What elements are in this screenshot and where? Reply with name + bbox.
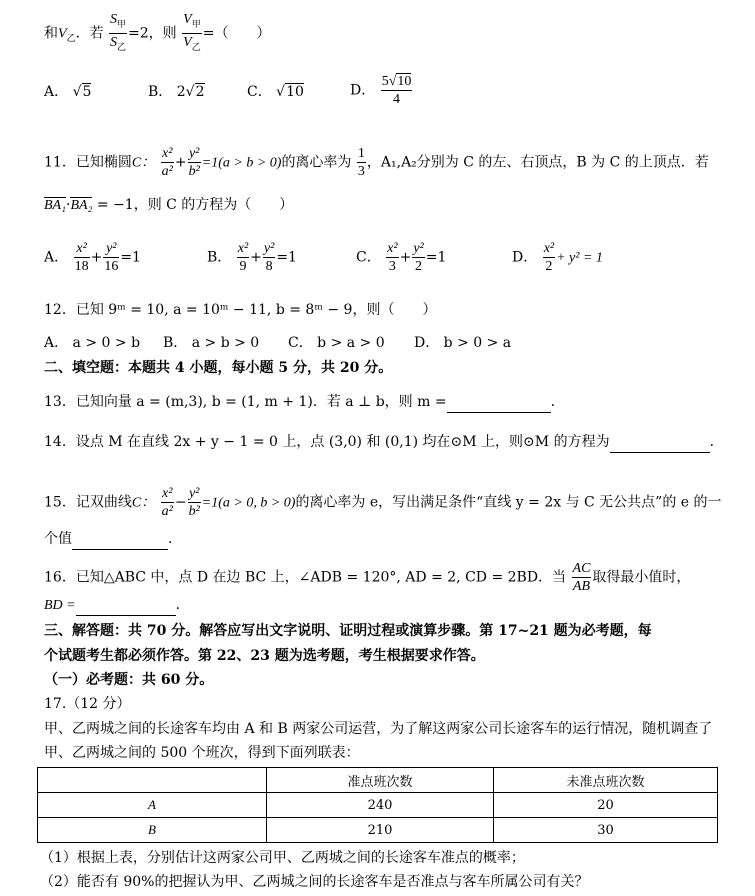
q13-answer-blank[interactable] [447,392,551,413]
section-3-heading-line1: 三、解答题：共 70 分。解答应写出文字说明、证明过程或演算步骤。第 17~21 题为必考题，每 [44,623,652,639]
volume-ratio-fraction: $\frac{V_甲}{V_乙}$ [183,12,201,52]
q14-answer-blank[interactable] [610,432,710,453]
table-header-row [38,768,718,793]
contingency-table [37,767,718,843]
q16-stem: 16．已知△ABC 中，点 D 在边 BC 上，∠ADB = 120°, AD = 2, CD = 2BD．当 $\frac{AC}{AB}$ 取得最小值时， [44,561,691,594]
q17-sub-question-2: （2）能否有 90%的把握认为甲、乙两城之间的长途客车是否准点与客车所属公司有关？ [40,874,589,890]
q17-label: 17.（12 分） [44,696,131,712]
table-header-cell: 准点班次数 [267,768,494,793]
q11-stem: 11．已知椭圆C： $\frac{\text{x²}}{\text{a²}}$ + $\frac{\text{y²}}{\text{b²}}$ =1(a > b > 0)的离心率为 $\frac{1}{3}$ ，A₁,A₂分别为 C 的左、右顶点，B 为 C 的上顶点．若 [44,146,709,179]
q17-sub-question-1: （1）根据上表，分别估计这两家公司甲、乙两城之间的长途客车准点的概率； [40,850,525,866]
q11-option-d: D． $\frac{\text{x²}}{2}$ + y² = 1 [512,241,603,274]
q12-option-b: B． a > b > 0 [163,335,260,351]
q11-option-c: C． $\frac{\text{x²}}{3}$ + $\frac{\text{y²}}{2}$ =1 [356,241,447,274]
table-cell: B [38,818,267,843]
q10-option-b: B． 2√2 [148,84,205,100]
table-header-cell: 未准点班次数 [494,768,718,793]
q16-answer-blank[interactable] [76,595,176,616]
q13-stem: 13．已知向量 a = (m,3), b = (1, m + 1)．若 a ⊥ b，则 m = ． [44,392,565,413]
q11-option-a: A． $\frac{\text{x²}}{18}$ + $\frac{\text{y²}}{16}$ =1 [44,241,141,274]
q10-option-d: D． $\frac{5√10}{4}$ [350,74,412,107]
table-cell: 20 [494,793,718,818]
q16-line2: BD = ． [44,595,190,616]
table-row [38,793,718,818]
table-row [38,818,718,843]
section-3-subheading: （一）必考题：共 60 分。 [44,672,214,688]
q10-option-c: C． √10 [247,84,304,100]
q10-option-a: A． √5 [44,84,92,100]
table-cell: 30 [494,818,718,843]
q11-vector-condition: BA₁·BA₂ = −1，则 C 的方程为（ ） [44,197,294,213]
q12-option-d: D． b > 0 > a [414,335,512,351]
area-ratio-fraction: $\frac{S_甲}{S_乙}$ [110,12,127,52]
q14-stem: 14．设点 M 在直线 2x + y − 1 = 0 上，点 (3,0) 和 (0,1) 均在⊙M 上，则⊙M 的方程为 ． [44,432,724,453]
table-cell: 240 [267,793,494,818]
q17-paragraph-2: 甲、乙两城之间的 500 个班次，得到下面列联表： [44,745,360,761]
table-cell: A [38,793,267,818]
q12-option-c: C． b > a > 0 [288,335,385,351]
table-cell: 210 [267,818,494,843]
section-2-heading: 二、填空题：本题共 4 小题，每小题 5 分，共 20 分。 [44,360,393,376]
q15-line2: 个值 ． [44,529,182,550]
table-header-cell [38,768,267,793]
q12-option-a: A． a > 0 > b [44,335,141,351]
section-3-heading-line2: 个试题考生都必须作答。第 22、23 题为选考题，考生根据要求作答。 [44,648,485,664]
q15-answer-blank[interactable] [72,529,168,550]
q17-paragraph-1: 甲、乙两城之间的长途客车均由 A 和 B 两家公司运营，为了解这两家公司长途客车的运行情况，随机调查了 [44,721,713,737]
q11-option-b: B． $\frac{\text{x²}}{9}$ + $\frac{\text{y²}}{8}$ =1 [207,241,297,274]
q10-stem: 和$V_乙$．若 $\frac{S_甲}{S_乙}$ =2，则 $\frac{V_甲}{V_乙}$ =（ ） [44,11,270,56]
q15-stem: 15．记双曲线C： $\frac{\text{x²}}{\text{a²}}$ − $\frac{\text{y²}}{\text{b²}}$ =1(a > 0, b > 0)的离心率为 e，写出满足条件“直线 y = 2x 与 C 无公共点”的 e 的一 [44,486,722,519]
q12-stem: 12．已知 9ᵐ = 10, a = 10ᵐ − 11, b = 8ᵐ − 9，则（ ） [44,302,437,318]
